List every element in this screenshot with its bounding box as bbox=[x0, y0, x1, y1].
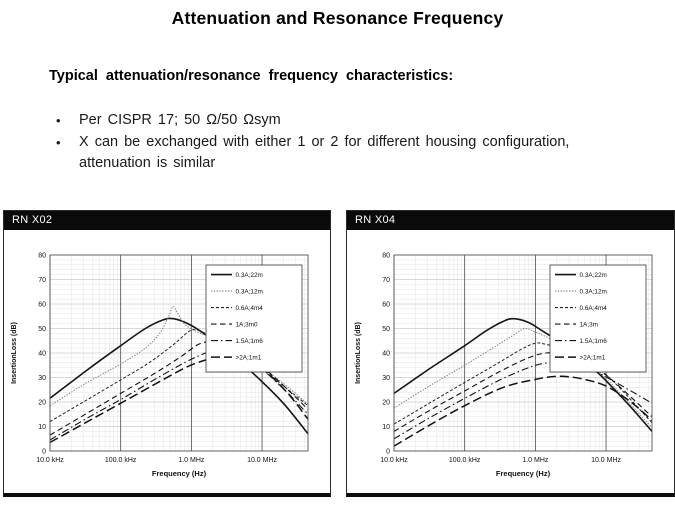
y-tick-label: 40 bbox=[38, 350, 46, 358]
x-tick-label: 100.0 kHz bbox=[448, 457, 480, 464]
legend-label: 1A;3m bbox=[579, 321, 598, 329]
rn-x02-attenuation-chart bbox=[4, 231, 330, 493]
bullet-item bbox=[56, 132, 641, 175]
y-tick-label: 20 bbox=[38, 399, 46, 407]
legend-label: >2A;1m1 bbox=[235, 354, 262, 362]
y-tick-label: 40 bbox=[381, 350, 390, 358]
y-tick-label: 10 bbox=[38, 423, 46, 431]
bullet-marker: • bbox=[56, 113, 61, 128]
x-axis-title: Frequency (Hz) bbox=[151, 469, 207, 478]
bullet-list bbox=[56, 110, 641, 175]
y-tick-label: 80 bbox=[38, 252, 46, 260]
panel-header-rn-x04 bbox=[347, 211, 674, 230]
y-axis-title: InsertionLoss (dB) bbox=[354, 322, 362, 384]
bullet-marker: • bbox=[56, 134, 61, 150]
y-tick-label: 0 bbox=[42, 448, 46, 456]
legend-label: 0.3A;12m bbox=[579, 288, 607, 296]
slide-subheading: Typical attenuation/resonance frequency characteristics: bbox=[49, 68, 454, 84]
legend bbox=[550, 265, 646, 372]
legend bbox=[206, 265, 302, 372]
y-tick-label: 30 bbox=[38, 374, 46, 382]
chart-panel-rn-x02 bbox=[3, 210, 331, 497]
legend-label: 1A;3m0 bbox=[235, 321, 258, 329]
legend-label: 0.3A;22m bbox=[579, 272, 607, 279]
y-tick-label: 10 bbox=[381, 423, 390, 431]
panel-title-rn-x04: RN X04 bbox=[355, 214, 396, 226]
legend-label: >2A;1m1 bbox=[579, 354, 605, 362]
bullet-text-housing: X can be exchanged with either 1 or 2 for different housing configuration, attenuation is similar bbox=[79, 133, 570, 171]
legend-label: 0.3A;12m bbox=[235, 288, 263, 296]
y-tick-label: 70 bbox=[38, 276, 46, 284]
y-tick-label: 60 bbox=[381, 301, 390, 309]
y-axis-title: InsertionLoss (dB) bbox=[11, 322, 18, 384]
curve->2A;1m1 bbox=[394, 376, 652, 446]
x-tick-label: 1.0 MHz bbox=[178, 457, 205, 464]
legend-label: 0.6A;4m4 bbox=[579, 305, 607, 312]
y-tick-label: 50 bbox=[381, 325, 390, 333]
x-tick-label: 10.0 kHz bbox=[379, 457, 408, 464]
x-tick-label: 10.0 kHz bbox=[36, 457, 64, 464]
legend-label: 0.6A;4m4 bbox=[235, 305, 263, 312]
page-title: Attenuation and Resonance Frequency bbox=[171, 8, 504, 28]
charts-row bbox=[0, 210, 675, 500]
y-tick-label: 80 bbox=[381, 252, 390, 260]
rn-x04-attenuation-chart bbox=[348, 231, 674, 493]
x-tick-label: 10.0 MHz bbox=[590, 457, 621, 464]
chart-panel-rn-x04 bbox=[346, 210, 675, 497]
y-tick-label: 70 bbox=[381, 276, 390, 284]
y-tick-label: 20 bbox=[381, 399, 390, 407]
bullet-item bbox=[56, 110, 641, 132]
legend-label: 0.3A;22m bbox=[235, 272, 263, 279]
x-tick-label: 100.0 kHz bbox=[104, 457, 137, 464]
legend-label: 1.5A;1m6 bbox=[579, 338, 607, 345]
legend-label: 1.5A;1m6 bbox=[235, 338, 263, 345]
panel-header-rn-x02 bbox=[4, 211, 330, 230]
x-axis-title: Frequency (Hz) bbox=[495, 469, 550, 478]
y-tick-label: 50 bbox=[38, 325, 46, 333]
x-tick-label: 10.0 MHz bbox=[247, 457, 278, 464]
y-tick-label: 0 bbox=[385, 448, 390, 456]
y-tick-label: 30 bbox=[381, 374, 390, 382]
x-tick-label: 1.0 MHz bbox=[521, 457, 548, 464]
y-tick-label: 60 bbox=[38, 301, 46, 309]
bullet-text-cispr: Per CISPR 17; 50 Ω/50 Ωsym bbox=[79, 112, 281, 128]
panel-title-rn-x02: RN X02 bbox=[12, 214, 53, 226]
